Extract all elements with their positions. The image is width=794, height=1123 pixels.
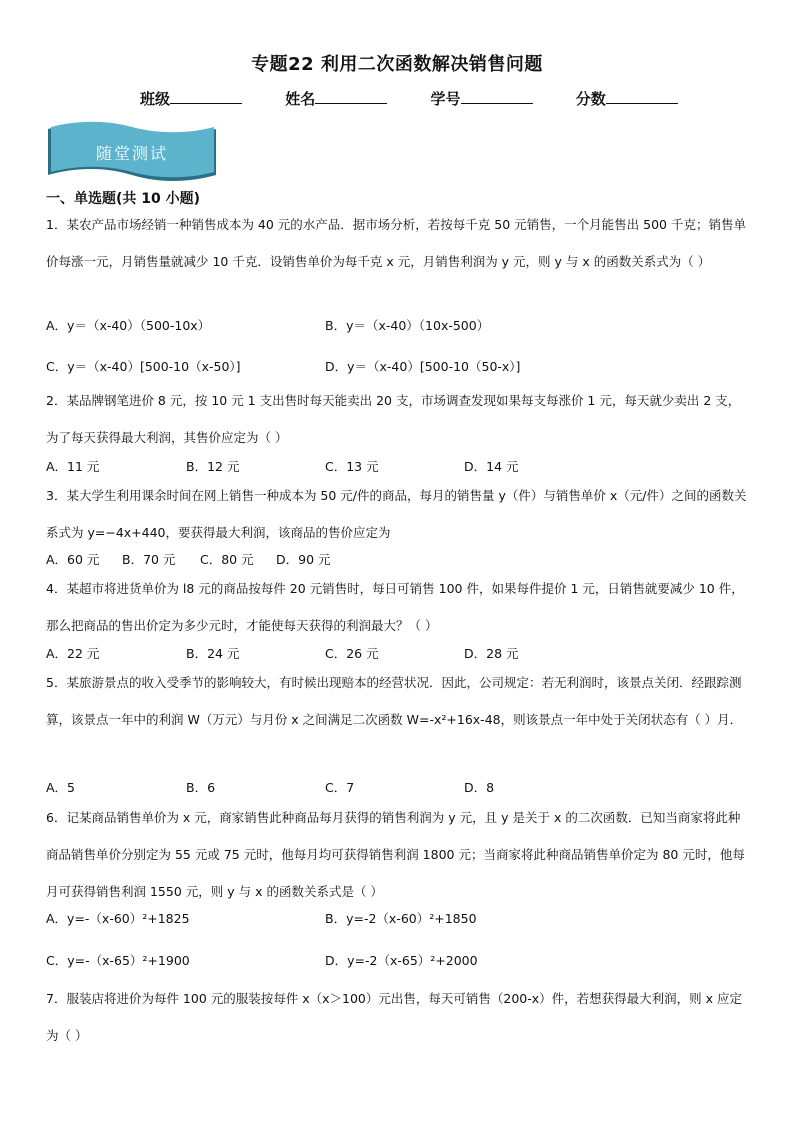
- option-d: D．28 元: [464, 646, 519, 661]
- option-a: A．y=-（x-60）²+1825: [46, 911, 190, 926]
- option-c: C．y＝（x-40）[500-10（x-50）]: [46, 359, 241, 374]
- option-b: B．12 元: [186, 459, 240, 474]
- option-c: C．26 元: [325, 646, 379, 661]
- question-stem: 6．记某商品销售单价为 x 元，商家销售此种商品每月获得的销售利润为 y 元，且 y 是关于 x 的二次函数．已知当商家将此种商品销售单价分别定为 55 元或 75 元时，他每月均可获得销售利润 1800 元；当商家将此种商品销售单价定为 80 元时，他每月可获得销售利润 1550 元，则 y 与 x 的函数关系式是（ ）: [46, 810, 745, 899]
- question-stem: 7．服装店将进价为每件 100 元的服装按每件 x（x＞100）元出售，每天可销售（200-x）件，若想获得最大利润，则 x 应定为（ ）: [46, 991, 742, 1043]
- option-c: C．y=-（x-65）²+1900: [46, 953, 190, 968]
- option-a: A．60 元: [46, 552, 100, 567]
- option-d: D．y=-2（x-65）²+2000: [325, 953, 478, 968]
- option-a: A．y＝（x-40）（500-10x）: [46, 318, 211, 333]
- option-b: B．y＝（x-40）（10x-500）: [325, 318, 490, 333]
- option-d: D．14 元: [464, 459, 519, 474]
- class-blank[interactable]: [170, 89, 242, 104]
- score-blank[interactable]: [606, 89, 678, 104]
- question-stem: 3．某大学生利用课余时间在网上销售一种成本为 50 元/件的商品，每月的销售量 y（件）与销售单价 x（元/件）之间的函数关系式为 y=−4x+440，要获得最大利润，该商品的售价应定为: [46, 488, 747, 540]
- banner-label: 随堂测试: [95, 144, 168, 163]
- student-id-blank[interactable]: [461, 89, 533, 104]
- question-stem: 1．某农产品市场经销一种销售成本为 40 元的水产品．据市场分析，若按每千克 50 元销售，一个月能售出 500 千克；销售单价每涨一元，月销售量就减少 10 千克．设销售单价为每千克 x 元，月销售利润为 y 元，则 y 与 x 的函数关系式为（ ）: [46, 217, 746, 269]
- option-a: A．11 元: [46, 459, 100, 474]
- option-c: C．80 元: [200, 552, 254, 567]
- question-stem: 5．某旅游景点的收入受季节的影响较大，有时候出现赔本的经营状况．因此，公司规定：若无利润时，该景点关闭．经跟踪测算，该景点一年中的利润 W（万元）与月份 x 之间满足二次函数 W=-x²+16x-48，则该景点一年中处于关闭状态有（ ）月．: [46, 675, 743, 727]
- option-b: B．6: [186, 780, 216, 795]
- page-title: 专题22 利用二次函数解决销售问题: [251, 54, 543, 75]
- question-stem: 4．某超市将进货单价为 l8 元的商品按每件 20 元销售时，每日可销售 100 件，如果每件提价 1 元，日销售就要减少 10 件，那么把商品的售出价定为多少元时，才能使每天获得的利润最大？（ ）: [46, 581, 744, 633]
- option-c: C．13 元: [325, 459, 379, 474]
- option-b: B．24 元: [186, 646, 240, 661]
- option-a: A．5: [46, 780, 76, 795]
- option-d: D．y＝（x-40）[500-10（50-x）]: [325, 359, 521, 374]
- score-field: 分数: [576, 88, 678, 109]
- student-info-row: [140, 88, 716, 109]
- option-a: A．22 元: [46, 646, 100, 661]
- option-c: C．7: [325, 780, 355, 795]
- name-field: 姓名: [285, 88, 387, 109]
- option-b: B．y=-2（x-60）²+1850: [325, 911, 477, 926]
- student-id-field: 学号: [431, 88, 533, 109]
- option-b: B．70 元: [122, 552, 176, 567]
- option-d: D．8: [464, 780, 495, 795]
- option-d: D．90 元: [276, 552, 331, 567]
- question-stem: 2．某品牌钢笔进价 8 元，按 10 元 1 支出售时每天能卖出 20 支，市场调查发现如果每支每涨价 1 元，每天就少卖出 2 支，为了每天获得最大利润，其售价应定为（ ）: [46, 393, 741, 445]
- section-title: 一、单选题(共 10 小题): [46, 191, 201, 207]
- name-blank[interactable]: [315, 89, 387, 104]
- class-field: 班级: [140, 88, 242, 109]
